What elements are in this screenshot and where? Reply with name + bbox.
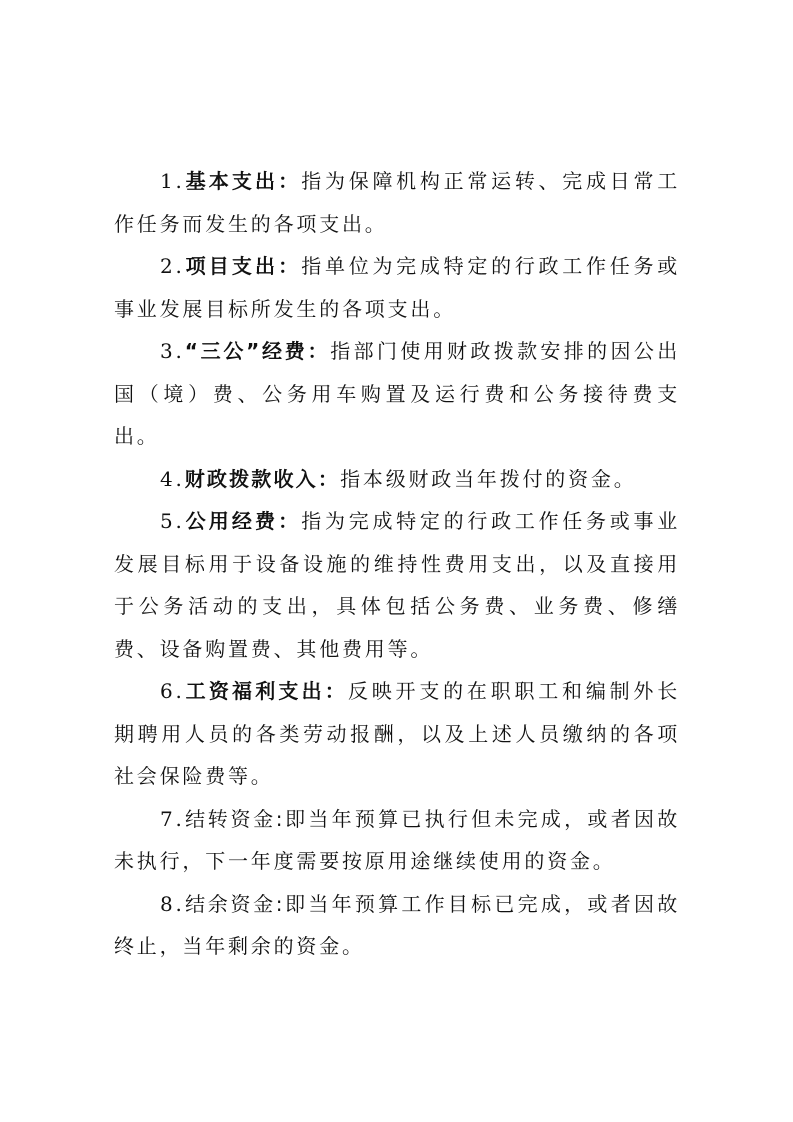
definition-item-6	[114, 670, 680, 798]
item-term: 结余资金:	[184, 891, 285, 916]
definition-item-5	[114, 500, 680, 670]
definition-item-3	[114, 330, 680, 458]
item-number: 5.	[160, 509, 185, 533]
definition-item-4	[114, 458, 680, 501]
definitions-list	[114, 160, 680, 968]
item-term: 工资福利支出：	[184, 679, 348, 703]
item-text: 指单位为完成特定的行政工作任务或事业发展目标所发生的各项支出。	[114, 254, 680, 321]
item-term: “三公”经费：	[184, 339, 331, 363]
item-number: 3.	[160, 339, 185, 363]
item-text: 指为保障机构正常运转、完成日常工作任务而发生的各项支出。	[114, 169, 680, 236]
item-text: 反映开支的在职职工和编制外长期聘用人员的各类劳动报酬，以及上述人员缴纳的各项社会保险费等。	[114, 679, 681, 788]
item-number: 1.	[160, 169, 185, 193]
item-text: 即当年预算已执行但未完成，或者因故未执行，下一年度需要按原用途继续使用的资金。	[114, 806, 680, 873]
item-term: 财政拨款收入：	[184, 466, 341, 491]
item-text: 即当年预算工作目标已完成，或者因故终止，当年剩余的资金。	[114, 891, 680, 958]
item-term: 结转资金:	[184, 806, 285, 831]
item-number: 2.	[160, 254, 185, 278]
item-number: 7.	[160, 806, 185, 831]
item-text: 指为完成特定的行政工作任务或事业发展目标用于设备设施的维持性费用支出，以及直接用于公务活动的支出，具体包括公务费、业务费、修缮费、设备购置费、其他费用等。	[114, 509, 680, 661]
item-text: 指部门使用财政拨款安排的因公出国（境）费、公务用车购置及运行费和公务接待费支出。	[114, 339, 680, 448]
definition-item-7	[114, 798, 680, 883]
item-term: 基本支出：	[184, 169, 302, 193]
item-number: 4.	[160, 466, 185, 491]
item-term: 公用经费：	[184, 509, 302, 533]
item-term: 项目支出：	[184, 254, 302, 278]
definition-item-2	[114, 245, 680, 330]
definition-item-8	[114, 883, 680, 968]
definition-item-1	[114, 160, 680, 245]
item-text: 指本级财政当年拨付的资金。	[340, 466, 637, 491]
item-number: 6.	[160, 679, 185, 703]
item-number: 8.	[160, 891, 185, 916]
